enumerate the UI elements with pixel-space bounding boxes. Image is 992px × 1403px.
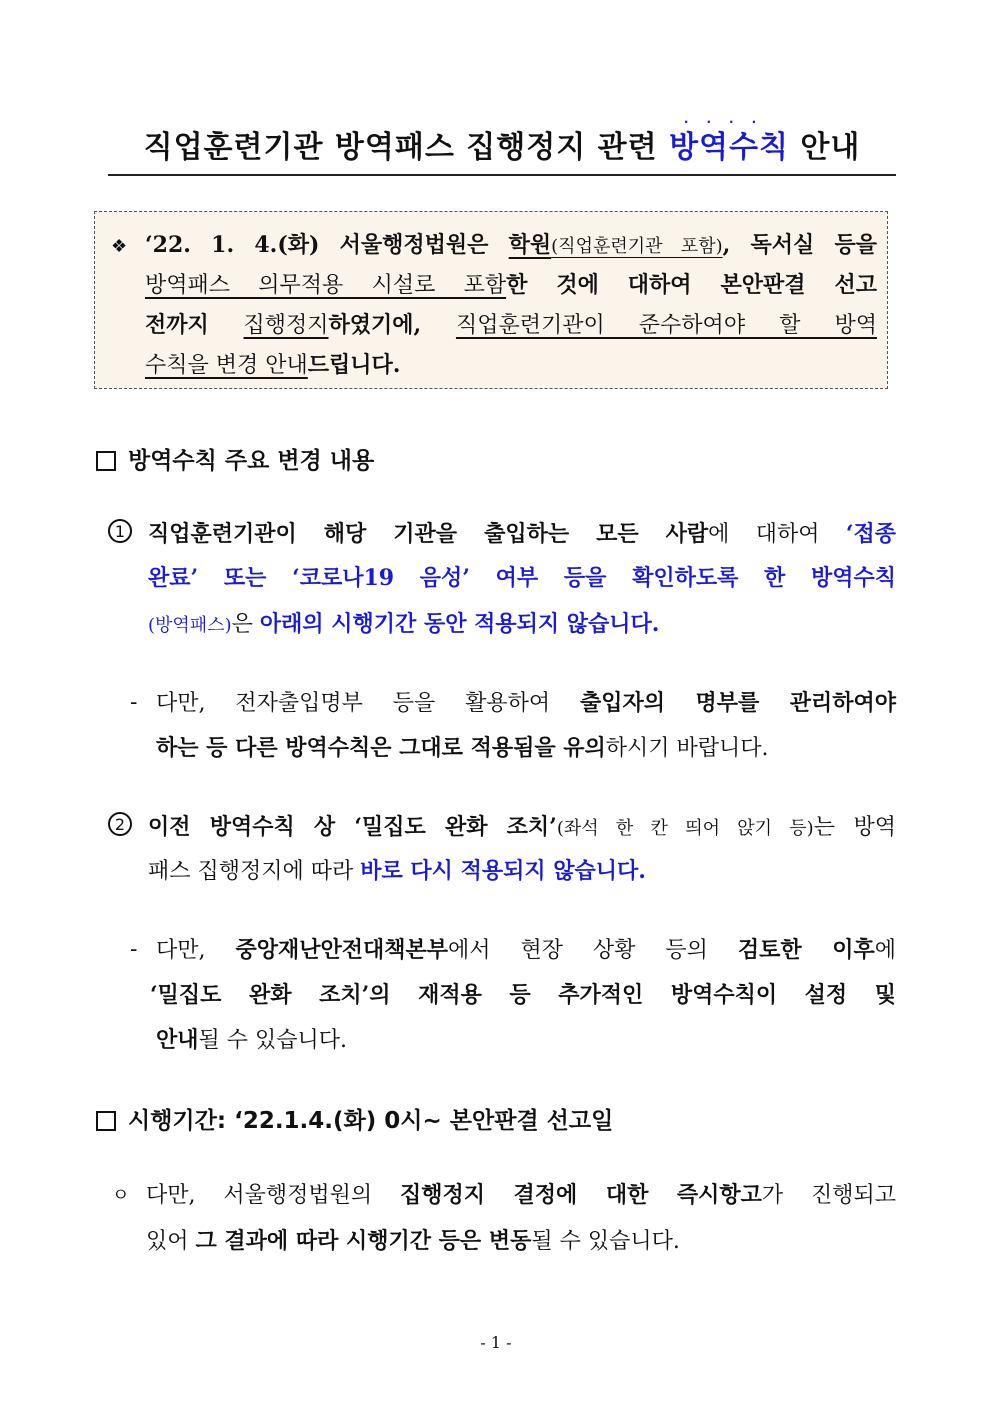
- diamond-bullet-icon: ❖: [111, 236, 128, 257]
- title-text-pre: 직업훈련기관 방역패스 집행정지 관련: [143, 130, 670, 165]
- text-bold: 안내: [156, 1027, 199, 1053]
- text: 은: [231, 612, 260, 637]
- notice-box: [94, 211, 888, 389]
- text-bold: ‘밀집도 완화 조치’의 재적용 등 추가적인 방역수칙이 설정 및: [150, 982, 896, 1008]
- sub1-line-2: [156, 733, 769, 764]
- text: 하시기 바랍니다.: [605, 736, 769, 761]
- notice-text: 하였기에,: [328, 312, 456, 338]
- notice-text: , 독서실 등을: [722, 232, 877, 258]
- item2-line-1: [148, 812, 896, 844]
- text-blue: 아래의 시행기간 동안 적용되지 않습니다.: [259, 611, 660, 637]
- sub1-line-1: [156, 688, 896, 719]
- notice-text: 한 것에 대하여 본안판결 선고: [506, 272, 877, 298]
- notice-underlined: 집행정지: [243, 313, 329, 338]
- notice-line-4: [145, 350, 400, 381]
- section-heading-text: 방역수칙 주요 변경 내용: [128, 448, 375, 474]
- title-keyword-text: 방역수칙: [669, 130, 789, 165]
- text-blue: 완료’ 또는 ‘코로나19 음성’ 여부 등을 확인하도록 한 방역수칙: [148, 565, 896, 591]
- text: 다만, 전자출입명부 등을 활용하여: [156, 691, 580, 716]
- text-bold: 중앙재난안전대책본부: [235, 937, 448, 963]
- text-bold: 검토한 이후: [737, 937, 875, 963]
- text-bold: 집행정지 결정에 대한 즉시항고: [400, 1182, 762, 1208]
- document-title: [108, 115, 896, 176]
- notice-line-3: [145, 310, 877, 341]
- period-line-1: [146, 1180, 896, 1211]
- text: 에서 현장 상황 등의: [448, 938, 738, 963]
- notice-underlined: 수칙을 변경 안내: [145, 353, 308, 378]
- item-marker-1: [108, 519, 132, 545]
- checkbox-square-icon: [96, 451, 116, 471]
- text-bold: 그 결과에 따라 시행기간 등은 변동: [195, 1228, 532, 1254]
- text: 있어: [146, 1229, 196, 1254]
- section-heading-text: 시행기간: ‘22.1.4.(화) 0시~ 본안판결 선고일: [128, 1108, 614, 1134]
- text: 될 수 있습니다.: [198, 1028, 348, 1053]
- text: 다만, 서울행정법원의: [146, 1183, 400, 1208]
- text-bold: 이전 방역수칙 상 ‘밀집도 완화 조치’: [148, 814, 557, 840]
- item1-line-3: [148, 609, 659, 641]
- circle-bullet: ㅇ: [112, 1185, 130, 1206]
- sub2-line-3: [156, 1025, 347, 1056]
- notice-underlined: 직업훈련기관이 준수하여야 할 방역: [455, 313, 877, 338]
- item1-line-1: [148, 519, 896, 550]
- circled-number-1: 1: [108, 519, 132, 543]
- text-bold: 직업훈련기관이 해당 기관을 출입하는 모든 사람: [148, 521, 709, 547]
- text: 패스 집행정지에 따라: [148, 859, 361, 884]
- notice-underlined: 학원: [508, 232, 552, 258]
- text: 에: [874, 938, 896, 963]
- circled-number-2: 2: [108, 812, 132, 836]
- text-blue: 바로 다시 적용되지 않습니다.: [360, 858, 646, 884]
- section-heading-period: [96, 1102, 613, 1135]
- dash-marker: -: [130, 937, 138, 962]
- text-blue-small: (방역패스): [148, 615, 232, 636]
- text-bold: 출입자의 명부를 관리하여야: [579, 690, 896, 716]
- text: 가 진행되고: [761, 1183, 896, 1208]
- text: 될 수 있습니다.: [531, 1229, 680, 1254]
- checkbox-square-icon: [96, 1111, 116, 1131]
- sub2-line-2: [150, 980, 896, 1010]
- notice-line-2: [145, 270, 877, 301]
- period-line-2: [146, 1226, 680, 1257]
- notice-text: ‘22. 1. 4.(화) 서울행정법원은: [145, 232, 509, 258]
- notice-text: 드립니다.: [307, 352, 401, 378]
- notice-small-note: (직업훈련기관 포함): [551, 236, 723, 257]
- emphasis-dots: ····: [683, 115, 775, 129]
- text: 에 대하여: [708, 522, 846, 547]
- sub2-line-1: [156, 935, 896, 966]
- notice-line-1: [145, 230, 877, 262]
- item2-line-2: [148, 856, 646, 887]
- notice-underlined: 방역패스 의무적용 시설로 포함: [145, 273, 507, 298]
- section-heading-changes: [96, 442, 374, 475]
- notice-text: 전까지: [145, 312, 244, 338]
- title-keyword: [669, 115, 789, 165]
- text: 는 방역: [813, 815, 896, 840]
- text-blue: ‘접종: [845, 521, 897, 547]
- page-number: - 1 -: [480, 1333, 512, 1352]
- text: 다만,: [156, 938, 236, 963]
- title-text-post: 안내: [788, 130, 861, 165]
- text-small: (좌석 한 칸 띄어 앉기 등): [556, 818, 814, 839]
- item1-line-2: [148, 563, 896, 593]
- text-bold: 하는 등 다른 방역수칙은 그대로 적용됨을 유의: [156, 735, 606, 761]
- dash-marker: -: [130, 690, 138, 715]
- item-marker-2: [108, 812, 132, 838]
